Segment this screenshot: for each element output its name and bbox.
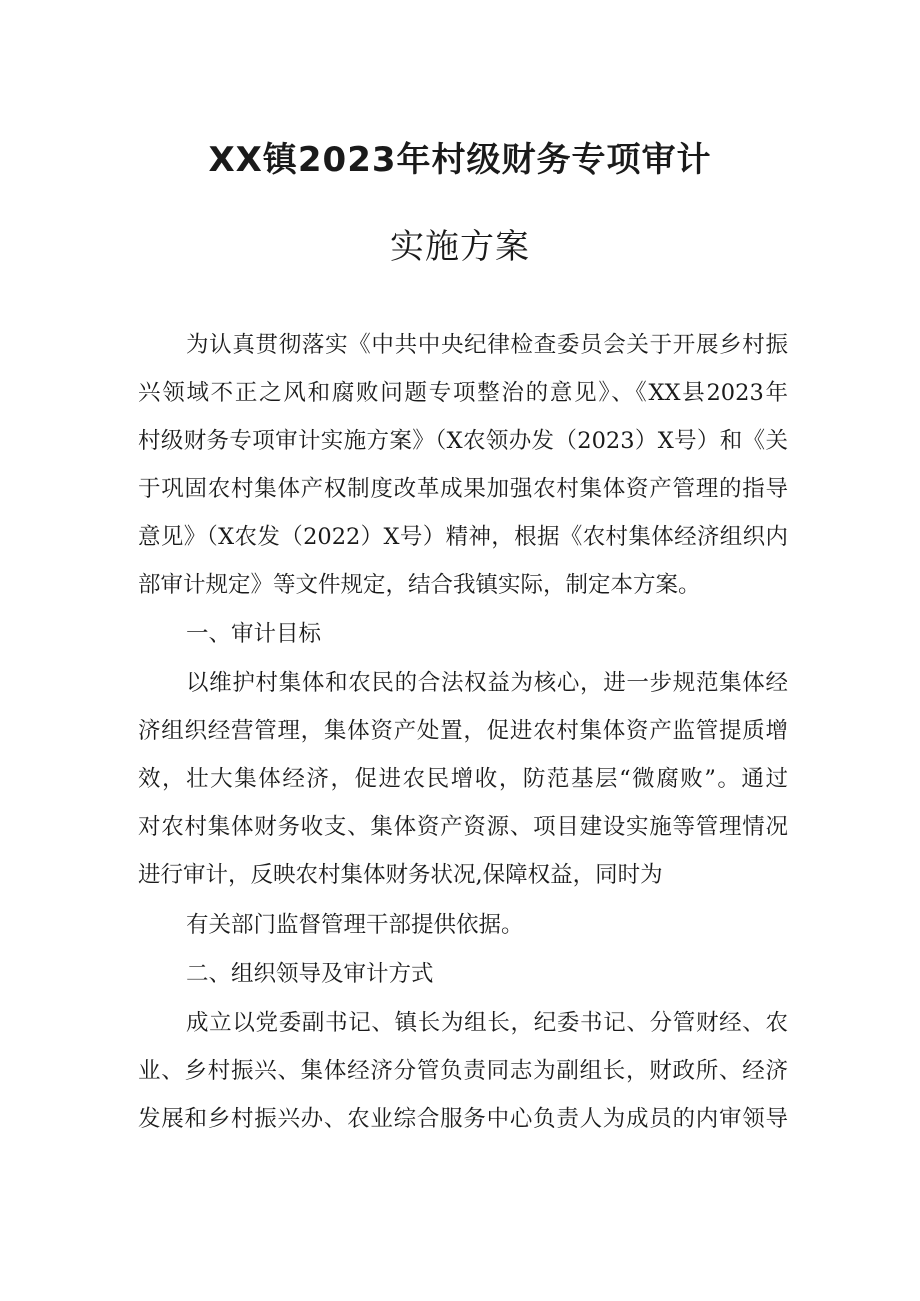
paragraph-intro-line-4: 于巩固农村集体产权制度改革成果加强农村集体资产管理的指导 — [138, 476, 788, 502]
paragraph-goal-line-1: 以维护村集体和农民的合法权益为核心，进一步规范集体经 — [186, 670, 788, 696]
paragraph-organization-line-2: 业、乡村振兴、集体经济分管负责同志为副组长，财政所、经济 — [138, 1058, 788, 1084]
paragraph-intro-line-3: 村级财务专项审计实施方案》（X农领办发（2023）X号）和《关 — [138, 428, 788, 454]
paragraph-intro-line-1: 为认真贯彻落实《中共中央纪律检查委员会关于开展乡村振 — [186, 332, 788, 358]
paragraph-goal-line-2: 济组织经营管理，集体资产处置，促进农村集体资产监管提质增 — [138, 718, 788, 744]
paragraph-goal-line-3: 效，壮大集体经济，促进农民增收，防范基层“微腐败”。通过 — [138, 766, 788, 792]
paragraph-organization-line-1: 成立以党委副书记、镇长为组长，纪委书记、分管财经、农 — [186, 1010, 788, 1036]
paragraph-goal-line-5: 进行审计，反映农村集体财务状况,保障权益，同时为 — [138, 862, 663, 888]
paragraph-intro-line-6: 部审计规定》等文件规定，结合我镇实际，制定本方案。 — [138, 572, 701, 598]
paragraph-goal-line-6: 有关部门监督管理干部提供依据。 — [186, 912, 524, 938]
paragraph-intro-line-5: 意见》（X农发（2022）X号）精神，根据《农村集体经济组织内 — [138, 524, 788, 550]
section-heading-audit-goal: 一、审计目标 — [186, 621, 322, 647]
section-heading-organization: 二、组织领导及审计方式 — [186, 961, 434, 987]
paragraph-intro-line-2: 兴领域不正之风和腐败问题专项整治的意见》、《XX县2023年 — [138, 380, 788, 406]
paragraph-goal-line-4: 对农村集体财务收支、集体资产资源、项目建设实施等管理情况 — [138, 814, 788, 840]
paragraph-organization-line-3: 发展和乡村振兴办、农业综合服务中心负责人为成员的内审领导 — [138, 1106, 788, 1132]
document-title-line-1: XX镇2023年村级财务专项审计 — [208, 140, 712, 180]
document-title-line-2: 实施方案 — [390, 227, 530, 267]
